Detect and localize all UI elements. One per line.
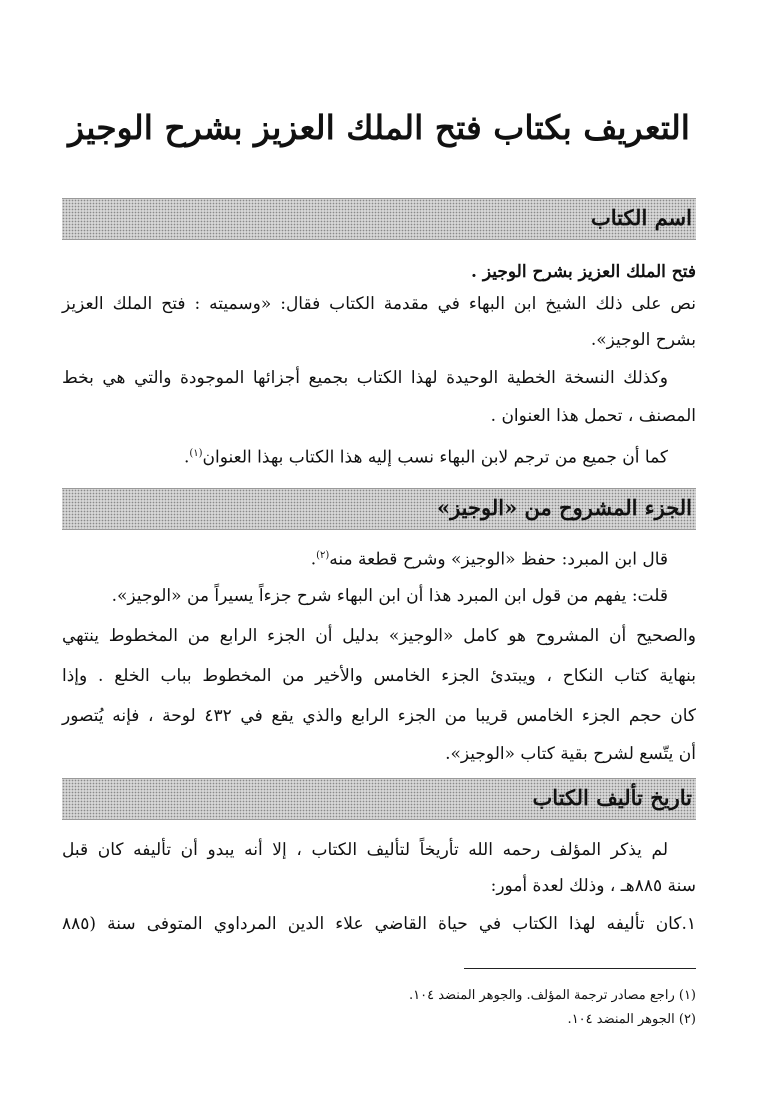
footnote: (٢) الجوهر المنضد ١٠٤. bbox=[567, 1012, 696, 1027]
footnote-ref: (١) bbox=[189, 448, 203, 459]
book-name-line: فتح الملك العزيز بشرح الوجيز . bbox=[471, 262, 696, 282]
period-text: . bbox=[183, 447, 190, 468]
paragraph-line: المصنف ، تحمل هذا العنوان . bbox=[490, 406, 696, 426]
paragraph-line bbox=[62, 440, 696, 472]
footnote-ref: (٢) bbox=[316, 550, 330, 561]
paragraph-line: وكذلك النسخة الخطية الوحيدة لهذا الكتاب بجميع أجزائها الموجودة والتي هي بخط bbox=[62, 368, 668, 388]
paragraph-line: قلت: يفهم من قول ابن المبرد هذا أن ابن البهاء شرح جزءاً يسيراً من «الوجيز». bbox=[111, 586, 668, 606]
paragraph-line: أن يتّسع لشرح بقية كتاب «الوجيز». bbox=[445, 744, 696, 764]
paragraph-text: كما أن جميع من ترجم لابن البهاء نسب إليه هذا الكتاب بهذا العنوان bbox=[202, 447, 668, 468]
paragraph-line: نص على ذلك الشيخ ابن البهاء في مقدمة الكتاب فقال: «وسميته : فتح الملك العزيز bbox=[62, 294, 696, 314]
section-heading: الجزء المشروح من «الوجيز» bbox=[436, 495, 692, 520]
section-heading: اسم الكتاب bbox=[590, 205, 692, 230]
paragraph-line: بنهاية كتاب النكاح ، ويبتدئ الجزء الخامس والأخير من المخطوط بباب الخلع . وإذا bbox=[62, 666, 696, 686]
section-heading: تاريخ تأليف الكتاب bbox=[532, 785, 692, 810]
period-text: . bbox=[310, 549, 317, 570]
footnote: (١) راجع مصادر ترجمة المؤلف. والجوهر المنضد ١٠٤. bbox=[408, 988, 696, 1003]
paragraph-line: بشرح الوجيز». bbox=[590, 330, 696, 350]
footnote-divider bbox=[464, 968, 696, 969]
section-heading-bar bbox=[62, 488, 696, 530]
paragraph-line: سنة ٨٨٥هـ ، وذلك لعدة أمور: bbox=[490, 876, 696, 896]
document-page bbox=[62, 0, 696, 1100]
section-heading-bar bbox=[62, 778, 696, 820]
paragraph-line: ١.كان تأليفه لهذا الكتاب في حياة القاضي علاء الدين المرداوي المتوفى سنة (٨٨٥ bbox=[62, 914, 696, 934]
paragraph-line bbox=[62, 542, 696, 574]
paragraph-line: والصحيح أن المشروح هو كامل «الوجيز» بدليل أن الجزء الرابع من المخطوط ينتهي bbox=[62, 626, 696, 646]
paragraph-text: قال ابن المبرد: حفظ «الوجيز» وشرح قطعة منه bbox=[329, 549, 668, 570]
page-title: التعريف بكتاب فتح الملك العزيز بشرح الوجيز bbox=[68, 108, 690, 147]
paragraph-line: لم يذكر المؤلف رحمه الله تأريخاً لتأليف الكتاب ، إلا أنه يبدو أن تأليفه كان قبل bbox=[62, 840, 668, 860]
section-heading-bar bbox=[62, 198, 696, 240]
paragraph-line: كان حجم الجزء الخامس قريبا من الجزء الرابع والذي يقع في ٤٣٢ لوحة ، فإنه يُتصور bbox=[62, 706, 697, 726]
